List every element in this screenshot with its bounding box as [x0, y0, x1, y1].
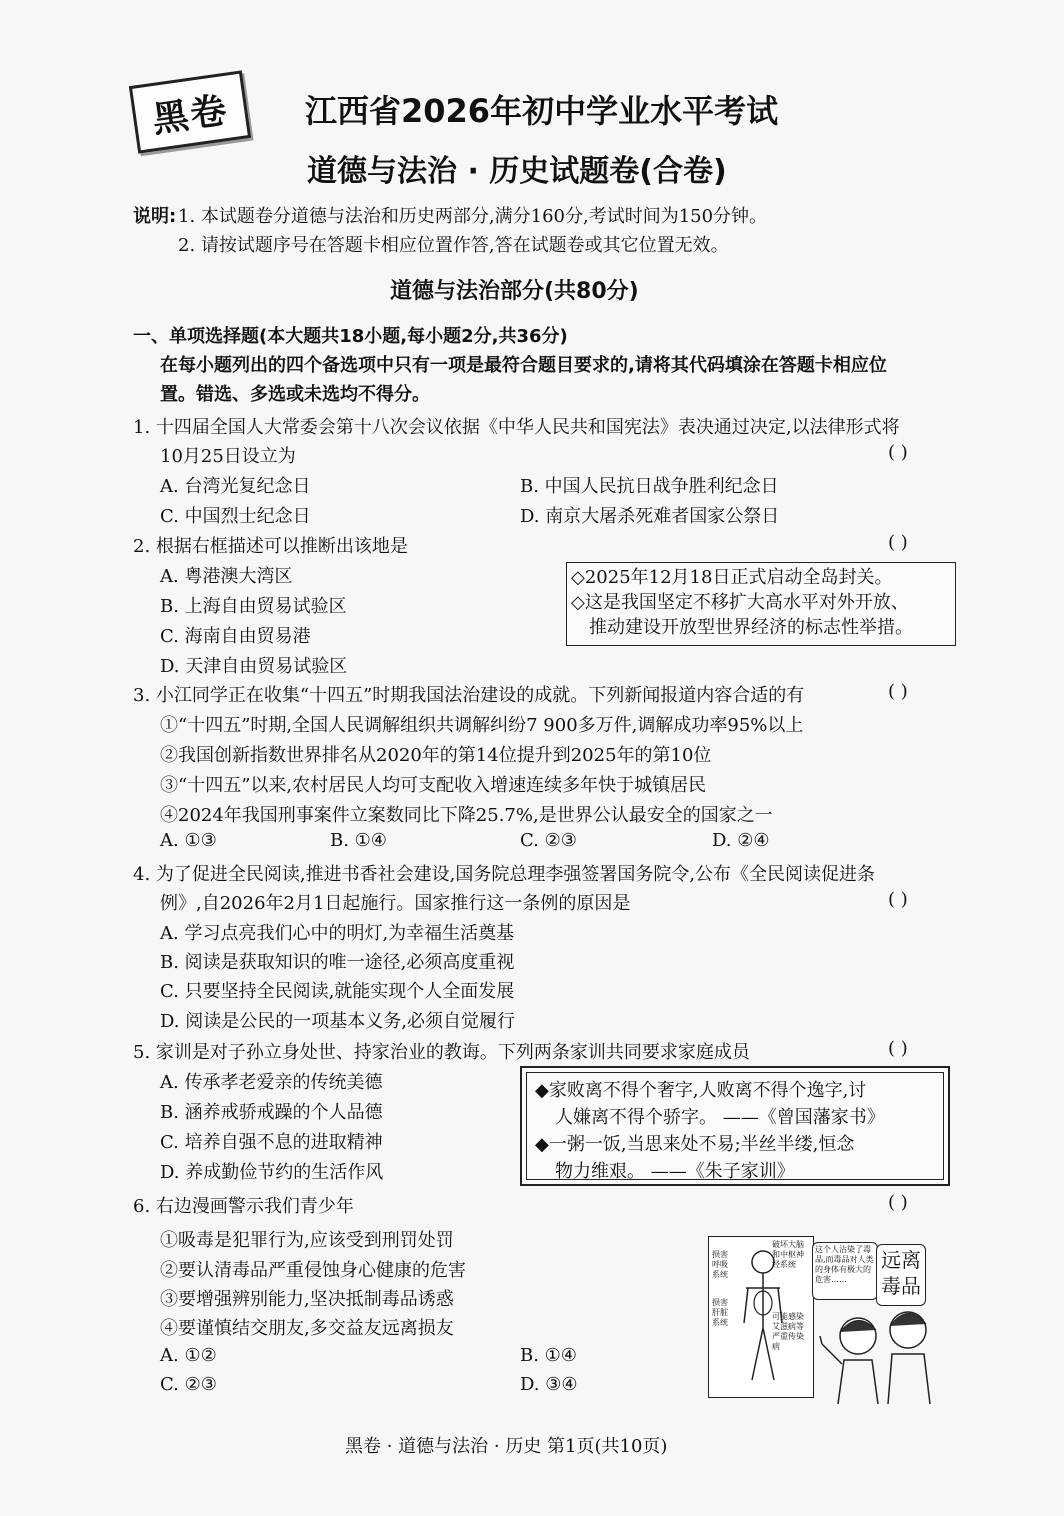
page-footer: 黑卷 · 道德与法治 · 历史 第1页(共10页) — [345, 1436, 668, 1457]
q6-statement-4: ④要谨慎结交朋友,多交益友远离损友 — [160, 1318, 454, 1339]
notes-item-1: 1. 本试题卷分道德与法治和历史两部分,满分160分,考试时间为150分钟。 — [178, 206, 768, 227]
q3-option-a: A. ①③ — [160, 830, 217, 851]
cartoon-label-lungs: 损害呼吸系统 — [712, 1250, 728, 1279]
q5-box-line-4: 物力维艰。 ——《朱子家训》 — [555, 1161, 795, 1182]
q5-option-b: B. 涵养戒骄戒躁的个人品德 — [160, 1102, 383, 1123]
q3-option-c: C. ②③ — [520, 830, 577, 851]
q2-box-line-1: ◇2025年12月18日正式启动全岛封关。 — [571, 567, 893, 588]
children-figures-icon — [816, 1302, 940, 1406]
exam-subtitle: 道德与法治 · 历史试题卷(合卷) — [307, 154, 727, 189]
q3-stem: 3. 小江同学正在收集“十四五”时期我国法治建设的成就。下列新闻报道内容合适的有 — [133, 685, 805, 706]
q6-statement-1: ①吸毒是犯罪行为,应该受到刑罚处罚 — [160, 1230, 454, 1251]
cartoon-label-brain: 破坏大脑和中枢神经系统 — [772, 1240, 804, 1269]
q4-option-b: B. 阅读是获取知识的唯一途径,必须高度重视 — [160, 952, 515, 973]
q1-stem-1: 1. 十四届全国人大常委会第十八次会议依据《中华人民共和国宪法》表决通过决定,以法律形式将 — [133, 417, 900, 438]
part-instruction-1: 在每小题列出的四个备选项中只有一项是最符合题目要求的,请将其代码填涂在答题卡相应位 — [160, 355, 887, 376]
q6-option-c: C. ②③ — [160, 1374, 217, 1395]
q4-stem-1: 4. 为了促进全民阅读,推进书香社会建设,国务院总理李强签署国务院令,公布《全民阅读促进条 — [133, 864, 876, 885]
q3-statement-1: ①“十四五”时期,全国人民调解组织共调解纠纷7 900多万件,调解成功率95%以上 — [160, 715, 804, 736]
part-instruction-2: 置。错选、多选或未选均不得分。 — [160, 384, 430, 405]
notes-label: 说明: — [133, 206, 177, 227]
cartoon-label-disease: 可能感染艾滋病等严重传染病 — [772, 1312, 804, 1351]
q5-box-line-2: 人嫌离不得个骄字。 ——《曾国藩家书》 — [555, 1107, 885, 1128]
q5-option-d: D. 养成勤俭节约的生活作风 — [160, 1162, 384, 1183]
q5-option-c: C. 培养自强不息的进取精神 — [160, 1132, 383, 1153]
part-heading: 一、单项选择题(本大题共18小题,每小题2分,共36分) — [133, 326, 568, 347]
q2-option-a: A. 粤港澳大湾区 — [160, 566, 293, 587]
q4-stem-2: 例》,自2026年2月1日起施行。国家推行这一条例的原因是 — [160, 893, 631, 914]
q6-statement-3: ③要增强辨别能力,坚决抵制毒品诱惑 — [160, 1289, 454, 1310]
q1-answer-paren: ( ) — [888, 442, 908, 463]
q2-answer-paren: ( ) — [888, 532, 908, 553]
q2-box-line-2: ◇这是我国坚定不移扩大高水平对外开放、 — [571, 592, 909, 613]
q2-box-line-3: 推动建设开放型世界经济的标志性举措。 — [589, 617, 913, 638]
q1-option-b: B. 中国人民抗日战争胜利纪念日 — [520, 476, 779, 497]
q5-family-motto-box — [520, 1066, 950, 1186]
q5-stem: 5. 家训是对子孙立身处世、持家治业的教诲。下列两条家训共同要求家庭成员 — [133, 1042, 750, 1063]
q4-option-d: D. 阅读是公民的一项基本义务,必须自觉履行 — [160, 1011, 515, 1032]
q6-stem: 6. 右边漫画警示我们青少年 — [133, 1196, 354, 1217]
q1-option-d: D. 南京大屠杀死难者国家公祭日 — [520, 506, 780, 527]
anti-drug-cartoon — [706, 1228, 942, 1410]
q2-info-box — [566, 562, 956, 646]
q2-option-b: B. 上海自由贸易试验区 — [160, 596, 347, 617]
q3-option-d: D. ②④ — [712, 830, 770, 851]
q5-box-line-1: ◆家败离不得个奢字,人败离不得个逸字,讨 — [535, 1080, 867, 1101]
stay-away-sign: 远离毒品 — [876, 1244, 926, 1306]
q5-option-a: A. 传承孝老爱亲的传统美德 — [160, 1072, 383, 1093]
cartoon-label-liver: 损害肝脏系统 — [712, 1298, 728, 1327]
q4-answer-paren: ( ) — [888, 889, 908, 910]
q6-answer-paren: ( ) — [888, 1192, 908, 1213]
q1-option-a: A. 台湾光复纪念日 — [160, 476, 311, 497]
q3-statement-2: ②我国创新指数世界排名从2020年的第14位提升到2025年的第10位 — [160, 745, 712, 766]
notes-item-2: 2. 请按试题序号在答题卡相应位置作答,答在试题卷或其它位置无效。 — [178, 235, 729, 256]
q3-option-b: B. ①④ — [330, 830, 387, 851]
speech-bubble: 这个人沾染了毒品,而毒品对人类的身体有极大的危害…… — [812, 1242, 878, 1300]
q6-option-d: D. ③④ — [520, 1374, 578, 1395]
q4-option-c: C. 只要坚持全民阅读,就能实现个人全面发展 — [160, 981, 515, 1002]
q5-box-line-3: ◆一粥一饭,当思来处不易;半丝半缕,恒念 — [535, 1134, 855, 1155]
q3-statement-4: ④2024年我国刑事案件立案数同比下降25.7%,是世界公认最安全的国家之一 — [160, 805, 773, 826]
q2-option-d: D. 天津自由贸易试验区 — [160, 656, 348, 677]
exam-stamp: 黑卷 — [129, 70, 251, 153]
q6-statement-2: ②要认清毒品严重侵蚀身心健康的危害 — [160, 1260, 466, 1281]
q1-stem-2: 10月25日设立为 — [160, 446, 296, 467]
q5-answer-paren: ( ) — [888, 1038, 908, 1059]
q2-option-c: C. 海南自由贸易港 — [160, 626, 311, 647]
q1-option-c: C. 中国烈士纪念日 — [160, 506, 311, 527]
q2-stem: 2. 根据右框描述可以推断出该地是 — [133, 536, 408, 557]
q4-option-a: A. 学习点亮我们心中的明灯,为幸福生活奠基 — [160, 923, 515, 944]
section-title: 道德与法治部分(共80分) — [390, 279, 639, 304]
q6-option-a: A. ①② — [160, 1345, 217, 1366]
exam-title: 江西省2026年初中学业水平考试 — [305, 92, 779, 130]
q3-statement-3: ③“十四五”以来,农村居民人均可支配收入增速连续多年快于城镇居民 — [160, 775, 707, 796]
q6-option-b: B. ①④ — [520, 1345, 577, 1366]
q3-answer-paren: ( ) — [888, 681, 908, 702]
